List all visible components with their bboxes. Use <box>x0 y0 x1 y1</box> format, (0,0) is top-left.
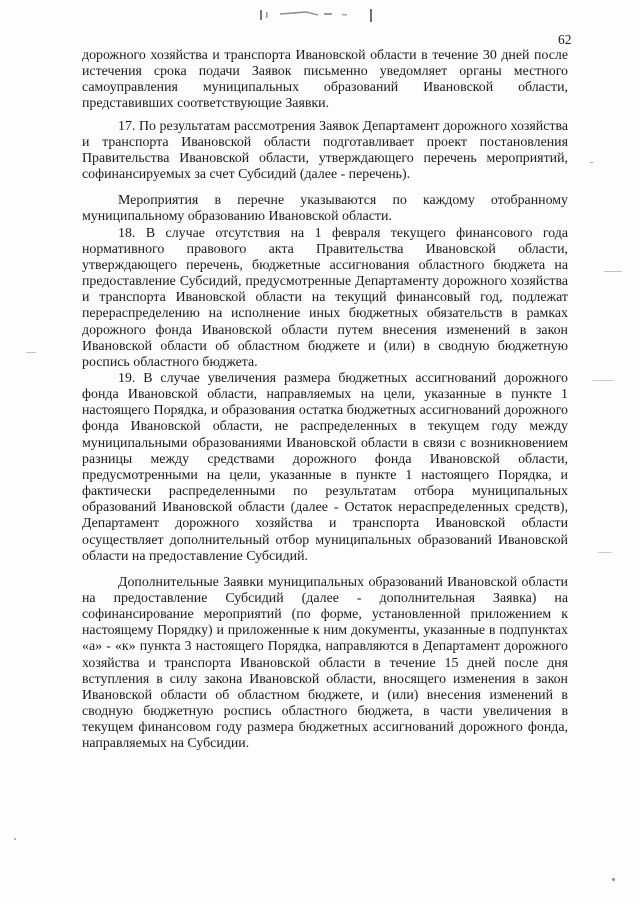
scan-speck <box>598 552 612 553</box>
paragraph-item-19: 19. В случае увеличения размера бюджетных ассигнований дорожного фонда Ивановской области, направляемых на цели, указанные в пункте 1 настоящего Порядка, и образования остатка бюджетных ассигнований дорожного фонда Ивановской области, не распределенных в текущем году между муниципальными образованиями Ивановской области в связи с возникновением разницы между средствами дорожного фонда Ивановской области, предусмотренными на цели, указанные в пункте 1 настоящего Порядка, и фактически распределенными по результатам отбора муниципальных образований Ивановской области (далее - Остаток нераспределенных средств), Департамент дорожного хозяйства и транспорта Ивановской области осуществляет дополнительный отбор муниципальных образований Ивановской области на предоставление Субсидий. <box>82 370 568 564</box>
scan-speck <box>14 838 16 840</box>
paragraph-additional-applications: Дополнительные Заявки муниципальных образований Ивановской области на предоставление Субсидий (далее - дополнительная Заявка) на софинансирование мероприятий (по форме, установленной приложением к настоящему Порядку) и приложенные к ним документы, указанные в подпунктах «а» - «к» пункта 3 настоящего Порядка, направляются в Департамент дорожного хозяйства и транспорта Ивановской области в течение 15 дней после дня вступления в силу закона Ивановской области, вносящего изменения в закон Ивановской области об областном бюджете, и (или) внесения изменений в сводную бюджетную роспись областного бюджета, в части увеличения в текущем финансовом году размера бюджетных ассигнований дорожного фонда, направляемых на Субсидии. <box>82 574 568 752</box>
paragraph-list-note: Мероприятия в перечне указываются по каждому отобранному муниципальному образованию Ивановской области. <box>82 193 568 225</box>
scan-speck <box>590 162 593 163</box>
page-number: 62 <box>558 32 572 47</box>
paragraph-item-17: 17. По результатам рассмотрения Заявок Департамент дорожного хозяйства и транспорта Ивановской области подготавливает проект постановления Правительства Ивановской области, утверждающего перечень мероприятий, софинансируемых за счет Субсидий (далее - перечень). <box>82 118 568 183</box>
document-body <box>82 48 568 753</box>
paragraph-continuation: дорожного хозяйства и транспорта Ивановской области в течение 30 дней после истечения срока подачи Заявок письменно уведомляет органы местного самоуправления муниципальных образований Ивановской области, представивших соответствующие Заявки. <box>82 48 568 112</box>
scan-speck <box>604 271 622 272</box>
scan-artifact-header-mark <box>258 6 378 24</box>
scan-speck <box>26 352 36 353</box>
scan-speck <box>612 878 615 881</box>
paragraph-item-18: 18. В случае отсутствия на 1 февраля текущего финансового года нормативного правового акта Правительства Ивановской области, утверждающего перечень, бюджетные ассигнования областного бюджета на предоставление Субсидий, предусмотренные Департаменту дорожного хозяйства и транспорта Ивановской области на текущий финансовый год, подлежат перераспределению на исполнение иных бюджетных обязательств в рамках дорожного фонда Ивановской области путем внесения изменений в закон Ивановской области об областном бюджете и (или) в сводную бюджетную роспись областного бюджета. <box>82 225 568 370</box>
scan-speck <box>592 380 614 381</box>
